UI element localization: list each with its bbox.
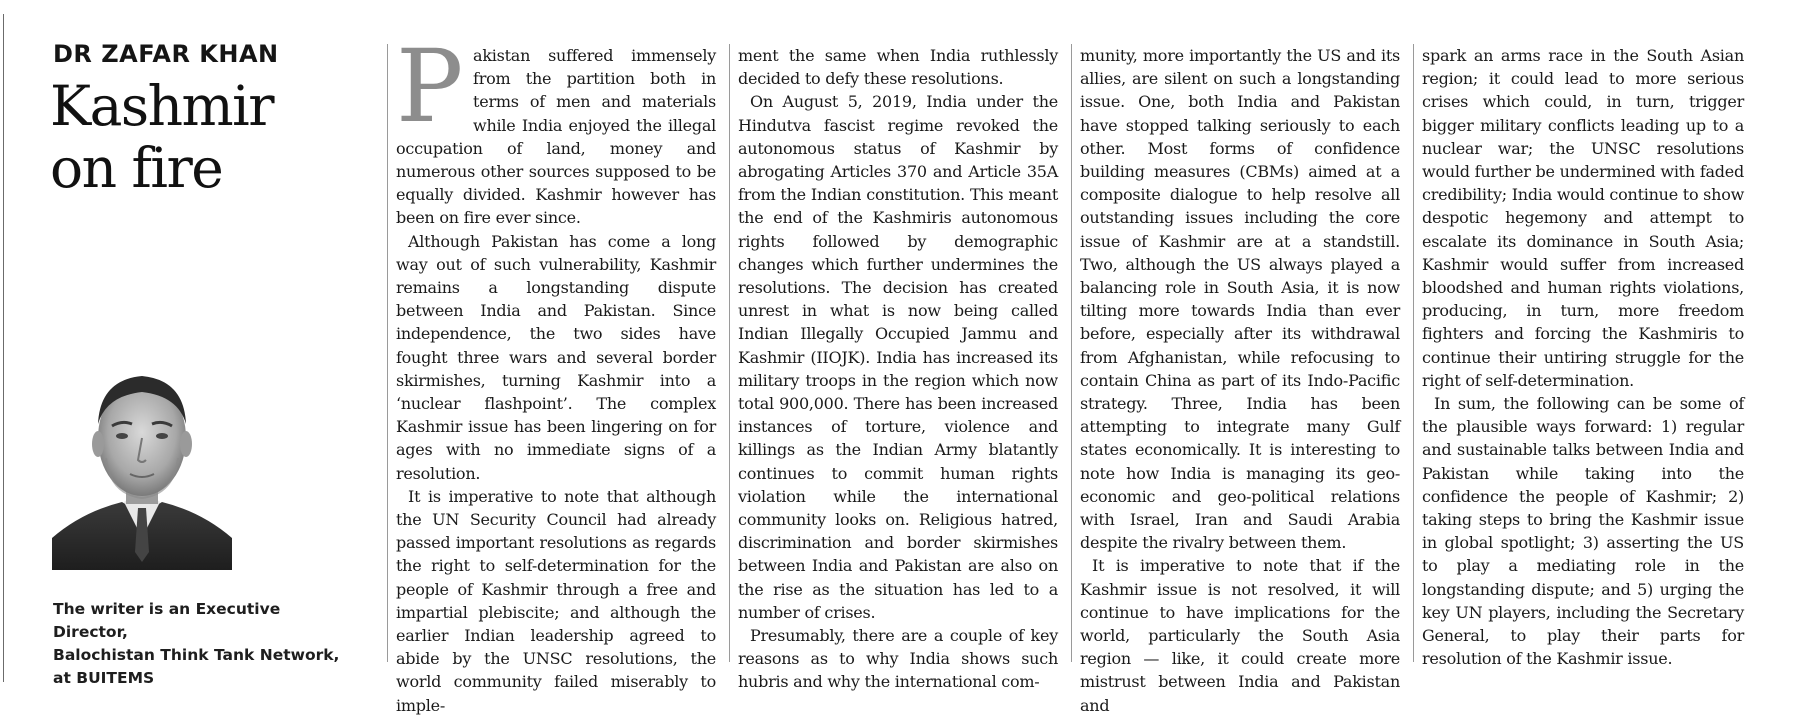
- column-divider: [729, 44, 730, 662]
- body-paragraph: On August 5, 2019, India under the Hindutva fascist regime revoked the autonomous status of Kashmir by abrogating Articles 370 and Article 35A from the Indian constitution. This meant the end of the Kashmiris autonomous rights followed by demographic changes which further undermines the resolutions. The decision has created unrest in what is now being called Indian Illegally Occupied Jammu and Kashmir (IIOJK). India has increased its military troops in the region which now total 900,000. There has been increased instances of torture, violence and killings as the Indian Army blatantly continues to commit human rights violation while the international community looks on. Religious hatred, discrimination and border skirmishes between India and Pakistan are also on the rise as the situation has led to a number of crises.: [738, 92, 1058, 622]
- body-paragraph: In sum, the following can be some of the plausible ways forward: 1) regular and sustainable talks between India and Pakistan while taking into the confidence the people of Kashmir; 2) taking steps to bring the Kashmir issue in global spotlight; 3) asserting the US to play a mediating role in the longstanding dispute; and 5) urging the key UN players, including the Secretary General, to play their parts for resolution of the Kashmir issue.: [1422, 394, 1744, 669]
- column-divider: [387, 44, 388, 662]
- paragraph-text: akistan suffered immensely from the partition both in terms of men and materials while India enjoyed the illegal occupation of land, money and numerous other sources supposed to be equally divided. Kashmir however has been on fire ever since.: [396, 46, 716, 228]
- article-headline: [50, 76, 350, 199]
- article-column-4: [1422, 44, 1744, 670]
- body-paragraph: It is imperative to note that if the Kashmir issue is not resolved, it will continue to have implications for the world, particularly the South Asia region — like, it could create more mistrust between India and Pakistan and: [1080, 556, 1400, 715]
- page-edge-rule: [3, 14, 4, 682]
- column-divider: [1071, 44, 1072, 662]
- body-paragraph: ment the same when India ruthlessly decided to defy these resolutions.: [738, 46, 1058, 89]
- body-paragraph: It is imperative to note that although the UN Security Council had already passed important resolutions as regards the right to self-determination for the people of Kashmir through a free and impartial plebiscite; and although the earlier Indian leadership agreed to abide by the UNSC resolutions, the world community failed miserably to imple-: [396, 486, 716, 715]
- headline-line-2: on fire: [50, 135, 223, 200]
- author-byline: DR ZAFAR KHAN: [53, 40, 279, 68]
- article-column-3: [1080, 44, 1400, 715]
- article-column-2: [738, 44, 1058, 692]
- author-portrait: [52, 362, 232, 570]
- body-paragraph: Although Pakistan has come a long way out of such vulnerability, Kashmir remains a longstanding dispute between India and Pakistan. Since independence, the two sides have fought three wars and several border skirmishes, turning Kashmir into a ‘nuclear flashpoint’. The complex Kashmir issue has been lingering on for ages with no immediate signs of a resolution.: [396, 231, 716, 483]
- column-divider: [1413, 44, 1414, 662]
- headline-line-1: Kashmir: [50, 74, 274, 138]
- bio-line-1: The writer is an Executive Director,: [53, 600, 281, 641]
- article-column-1: [396, 28, 716, 715]
- body-paragraph: spark an arms race in the South Asian region; it could lead to more serious crises which could, in turn, trigger bigger military conflicts leading up to a nuclear war; the UNSC resolutions would further be undermined with faded credibility; India would continue to show despotic hegemony and attempt to escalate its dominance in South Asia; Kashmir would suffer from increased bloodshed and human rights violations, producing, in turn, more freedom fighters and forcing the Kashmiris to continue their untiring struggle for the right of self-determination.: [1422, 46, 1745, 390]
- bio-line-2: Balochistan Think Tank Network,: [53, 646, 340, 664]
- author-bio: [53, 598, 353, 690]
- body-paragraph: Presumably, there are a couple of key reasons as to why India shows such hubris and why the international com-: [738, 626, 1058, 692]
- bio-line-3: at BUITEMS: [53, 669, 155, 687]
- drop-cap: P: [396, 28, 464, 145]
- body-paragraph: munity, more importantly the US and its allies, are silent on such a longstanding issue. One, both India and Pakistan have stopped talking seriously to each other. Most forms of confidence building measures (CBMs) aimed at a composite dialogue to help resolve all outstanding issues including the core issue of Kashmir are at a standstill. Two, although the US always played a balancing role in South Asia, it is now tilting more towards India than ever before, especially after its withdrawal from Afghanistan, while refocusing to contain China as part of its Indo-Pacific strategy. Three, India has been attempting to integrate many Gulf states economically. It is interesting to note how India is managing its geo-economic and geo-political relations with Israel, Iran and Saudi Arabia despite the rivalry between them.: [1080, 46, 1400, 553]
- body-paragraph: [396, 28, 716, 230]
